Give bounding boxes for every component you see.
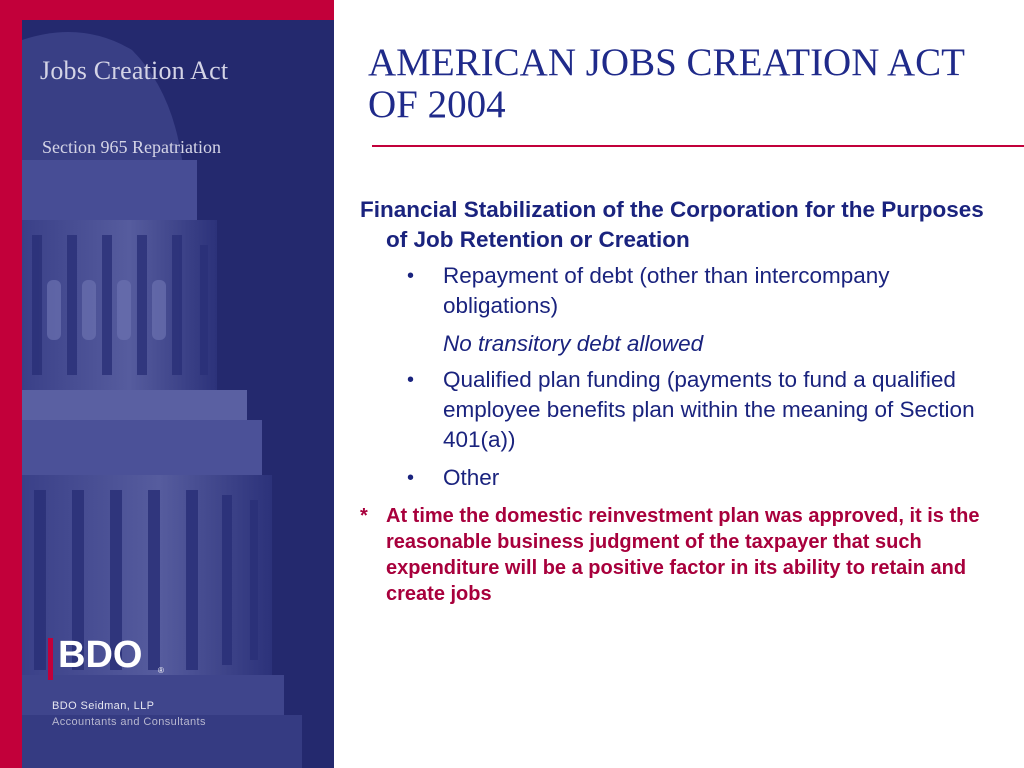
bullet-icon: • [407, 467, 415, 489]
footnote-text: At time the domestic reinvestment plan was approved, it is the reasonable business judgment of the taxpayer that such expenditure will be a positive factor in its ability to retain and create jobs [386, 505, 980, 605]
bullet-text: Other [443, 465, 500, 490]
sidebar-subtitle: Section 965 Repatriation [42, 137, 221, 157]
bdo-logo-bar [48, 638, 53, 680]
slide-title: AMERICAN JOBS CREATION ACT OF 2004 [368, 41, 965, 126]
top-red-band [0, 0, 334, 20]
bullet-note: No transitory debt allowed [443, 331, 704, 356]
footnote [360, 503, 1000, 607]
slide-content [360, 195, 1000, 607]
bullet-item [360, 261, 1000, 321]
section-heading: Financial Stabilization of the Corporation for the Purposes of Job Retention or Creation [360, 197, 984, 252]
firm-name: BDO Seidman, LLP [52, 700, 155, 712]
bullet-icon: • [407, 369, 415, 391]
sidebar-title: Jobs Creation Act [40, 56, 229, 85]
footnote-marker: * [360, 505, 368, 527]
bdo-logo-text: BDO [58, 634, 143, 676]
bullet-item [360, 365, 1000, 455]
bullet-list [360, 261, 1000, 493]
title-divider [372, 145, 1024, 147]
bullet-item [360, 463, 1000, 493]
bullet-text: Qualified plan funding (payments to fund a qualified employee benefits plan within the meaning of Section 401(a)) [443, 367, 975, 452]
registered-mark: ® [158, 666, 164, 675]
bullet-text: Repayment of debt (other than intercompany obligations) [443, 263, 890, 318]
left-red-strip [0, 0, 22, 768]
bullet-icon: • [407, 265, 415, 287]
sidebar-panel [22, 20, 334, 768]
firm-tagline: Accountants and Consultants [52, 716, 206, 728]
